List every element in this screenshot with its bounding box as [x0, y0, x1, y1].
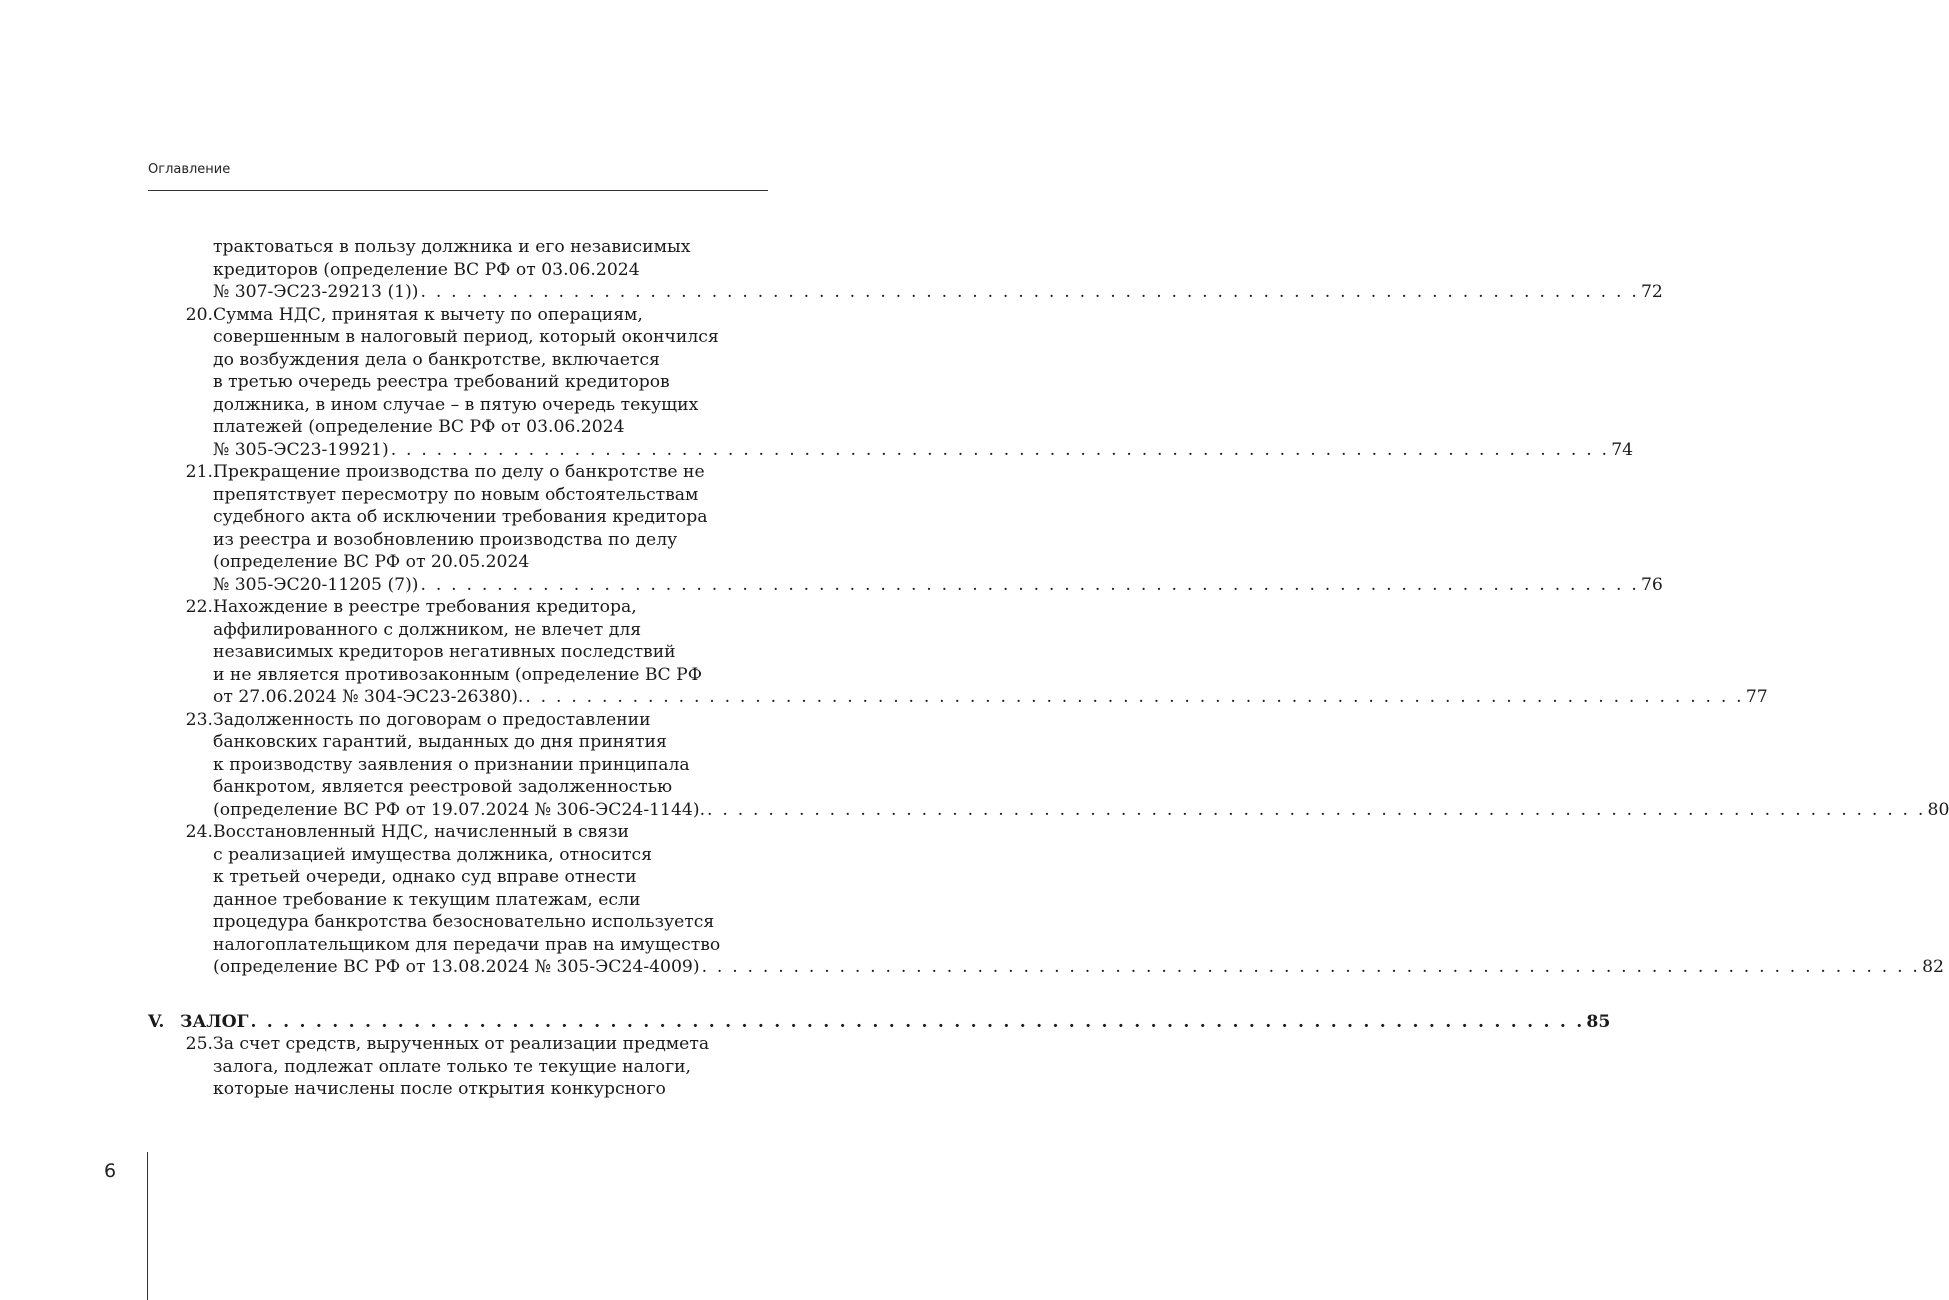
- entry-text-line: препятствует пересмотру по новым обстоятельствам: [213, 484, 699, 505]
- entry-text-line: до возбуждения дела о банкротстве, включается: [213, 349, 660, 370]
- entry-page: 77: [1745, 687, 1768, 707]
- running-header: Оглавление: [148, 162, 231, 177]
- entry-last-line: [213, 574, 1663, 597]
- entry-text-line: платежей (определение ВС РФ от 03.06.2024: [213, 417, 625, 437]
- entry-number: 22.: [185, 597, 213, 617]
- entry-number: 24.: [185, 822, 213, 842]
- leader-dots: . . . . . . . . . . . . . . . . . . . . . . . . . . . . . . . . . . . . . . . . . . . . . . . . . . . . . . . . . . . . . . . . . . . . . . . . . . . . . . . .: [420, 574, 1639, 595]
- entry-text-line: За счет средств, вырученных от реализации предмета: [213, 1034, 710, 1054]
- entry-text-line: трактоваться в пользу должника и его независимых: [213, 237, 691, 257]
- toc-entry[interactable]: [148, 304, 1634, 462]
- entry-text-line: данное требование к текущим платежам, если: [213, 889, 641, 910]
- entry-text-line: совершенным в налоговый период, который окончился: [213, 327, 719, 347]
- toc-entry[interactable]: [148, 461, 1663, 596]
- leader-dots: . . . . . . . . . . . . . . . . . . . . . . . . . . . . . . . . . . . . . . . . . . . . . . . . . . . . . . . . . . . . . . . . . . . . . . . . . . . . . . . .: [525, 687, 1744, 707]
- entry-text-tail: (определение ВС РФ от 19.07.2024 № 306-ЭС24-1144).: [213, 799, 706, 820]
- section-entries: [148, 1033, 768, 1101]
- entry-number: 20.: [185, 304, 213, 325]
- entry-number: 23.: [185, 709, 213, 730]
- toc-entry[interactable]: [148, 821, 1944, 979]
- entry-text-line: банкротом, является реестровой задолженностью: [213, 777, 673, 797]
- entry-text-line: Восстановленный НДС, начисленный в связи: [213, 822, 629, 842]
- leader-dots: . . . . . . . . . . . . . . . . . . . . . . . . . . . . . . . . . . . . . . . . . . . . . . . . . . . . . . . . . . . . . . . . . . . . . . . . . . . . . . . .: [707, 799, 1926, 820]
- entry-text-line: к производству заявления о признании принципала: [213, 754, 690, 775]
- entry-text-tail: № 305-ЭС20-11205 (7)): [213, 574, 419, 595]
- leader-dots: . . . . . . . . . . . . . . . . . . . . . . . . . . . . . . . . . . . . . . . . . . . . . . . . . . . . . . . . . . . . . . . . . . . . . . . . . . . . . . . .: [701, 957, 1921, 977]
- toc-entry[interactable]: [148, 709, 1949, 822]
- entry-text-line: аффилированного с должником, не влечет для: [213, 619, 642, 640]
- toc-entries: [148, 236, 1949, 979]
- entry-text-tail: № 305-ЭС23-19921): [213, 439, 389, 460]
- entry-text-line: Сумма НДС, принятая к вычету по операциям,: [213, 304, 643, 325]
- entry-text-line: залога, подлежат оплате только те текущие налоги,: [213, 1056, 692, 1077]
- leader-dots: . . . . . . . . . . . . . . . . . . . . . . . . . . . . . . . . . . . . . . . . . . . . . . . . . . . . . . . . . . . . . . . . . . . . . . . . . . . . . . . .: [390, 439, 1610, 460]
- entry-text-tail: от 27.06.2024 № 304-ЭС23-26380).: [213, 687, 524, 707]
- section-label: [148, 1011, 180, 1034]
- entry-text-line: банковских гарантий, выданных до дня принятия: [213, 732, 667, 752]
- entry-text-line: независимых кредиторов негативных последствий: [213, 642, 676, 662]
- entry-last-line: [213, 281, 1663, 304]
- header-divider: [148, 190, 768, 191]
- entry-text-line: должника, в ином случае – в пятую очередь текущих: [213, 394, 699, 415]
- entry-text-line: Задолженность по договорам о предоставлении: [213, 709, 651, 730]
- entry-text-line: процедура банкротства безосновательно используется: [213, 912, 715, 932]
- entry-page: 82: [1922, 957, 1944, 977]
- section-number: V.: [148, 1011, 165, 1032]
- entry-last-line: [213, 956, 1944, 979]
- page-number: 6: [104, 1160, 117, 1182]
- entry-text-line: к третьей очереди, однако суд вправе отнести: [213, 867, 637, 887]
- entry-text-line: с реализацией имущества должника, относится: [213, 844, 652, 865]
- entry-text-line: которые начислены после открытия конкурсного: [213, 1079, 666, 1099]
- entry-last-line: [213, 799, 1949, 822]
- entry-last-line: [213, 686, 1768, 709]
- entry-text-tail: (определение ВС РФ от 13.08.2024 № 305-ЭС24-4009): [213, 957, 700, 977]
- entry-text-line: и не является противозаконным (определение ВС РФ: [213, 664, 702, 685]
- section-page: 85: [1586, 1011, 1611, 1032]
- page-number-rule: [147, 1152, 148, 1300]
- entry-text-line: Прекращение производства по делу о банкротстве не: [213, 462, 705, 482]
- leader-dots: . . . . . . . . . . . . . . . . . . . . . . . . . . . . . . . . . . . . . . . . . . . . . . . . . . . . . . . . . . . . . . . . . . . . . . . . . . . . . . . . . .: [250, 1011, 1585, 1032]
- toc-entry[interactable]: [148, 1033, 768, 1101]
- toc-entry[interactable]: [148, 596, 1768, 709]
- entry-text-line: (определение ВС РФ от 20.05.2024: [213, 552, 530, 572]
- entry-text-line: из реестра и возобновлению производства по делу: [213, 529, 678, 550]
- entry-number: 25.: [185, 1034, 213, 1054]
- table-of-contents: [148, 236, 1949, 1101]
- entry-page: 80: [1927, 799, 1949, 820]
- entry-text-line: налогоплательщиком для передачи прав на имущество: [213, 934, 721, 955]
- entry-page: 76: [1641, 574, 1663, 595]
- entry-page: 74: [1611, 439, 1634, 460]
- entry-text-line: кредиторов (определение ВС РФ от 03.06.2024: [213, 259, 640, 280]
- entry-number: 21.: [185, 462, 213, 482]
- entry-last-line: [213, 439, 1634, 462]
- toc-entry[interactable]: [148, 236, 1663, 304]
- entry-text-tail: № 307-ЭС23-29213 (1)): [213, 282, 419, 302]
- section-title: ЗАЛОГ: [180, 1011, 249, 1032]
- entry-page: 72: [1641, 282, 1663, 302]
- entry-text-line: в третью очередь реестра требований кредиторов: [213, 372, 670, 392]
- entry-text-line: Нахождение в реестре требования кредитора,: [213, 597, 637, 617]
- entry-text-line: судебного акта об исключении требования кредитора: [213, 507, 708, 527]
- toc-section-heading[interactable]: [148, 1011, 1611, 1034]
- leader-dots: . . . . . . . . . . . . . . . . . . . . . . . . . . . . . . . . . . . . . . . . . . . . . . . . . . . . . . . . . . . . . . . . . . . . . . . . . . . . . . . .: [420, 282, 1639, 302]
